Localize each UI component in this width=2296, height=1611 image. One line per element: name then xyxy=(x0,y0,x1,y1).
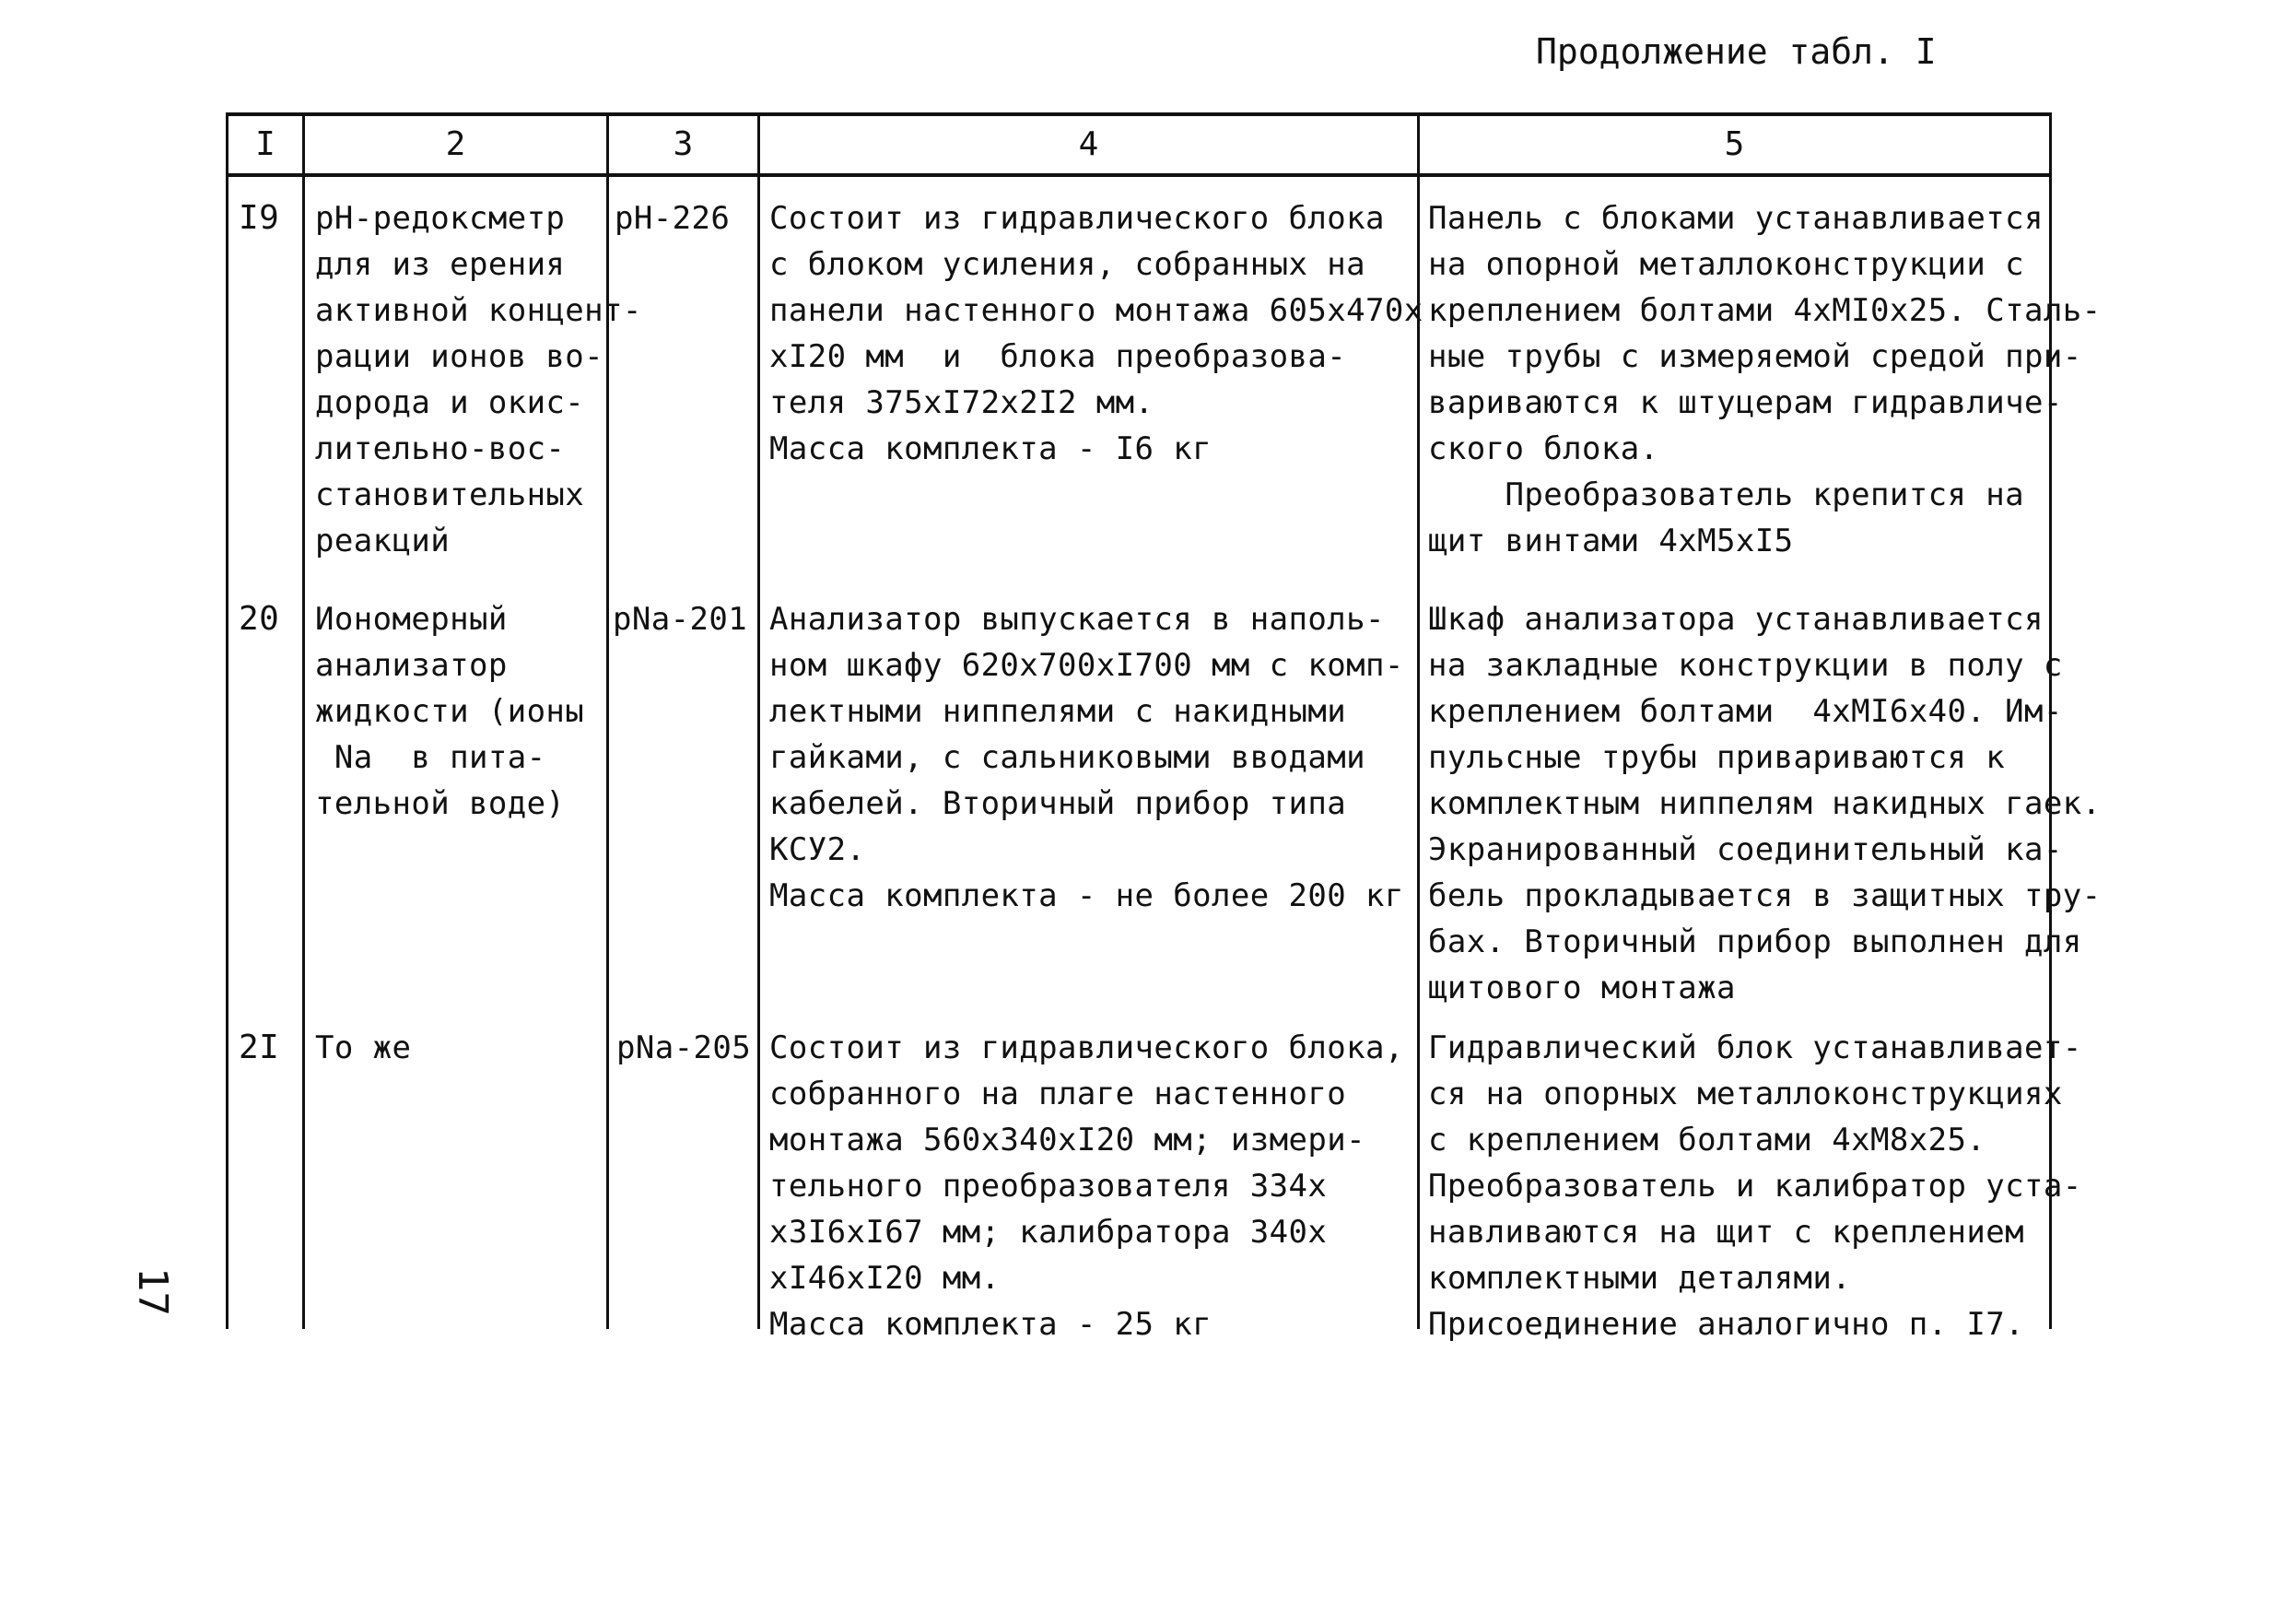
device-name: Иономерный анализатор жидкости (ионы Na в пита- тельной воде) xyxy=(315,601,585,822)
header-col-5: 5 xyxy=(1724,125,1745,163)
data-table xyxy=(226,112,2102,1343)
header-col-3: 3 xyxy=(673,125,694,163)
installation-notes: Панель с блоками устанавливается на опорной металлоконструкции с креплением болтами 4хМI0х25. Сталь- ные трубы с измеряемой средой при- вариваются к штуцерам гидравличе- ского блока. Преобразователь крепится на щит винтами 4хМ5хI5 xyxy=(1428,200,2102,559)
installation-notes: Шкаф анализатора устанавливается на закладные конструкции в полу с креплением болтами 4хМI6х40. Им- пульсные трубы привариваются к комплектным ниппелям накидных гаек. Экранированный соединительный ка- бель прокладывается в защитных тру- бах. Вторичный прибор выполнен для щитового монтажа xyxy=(1428,601,2102,1006)
row-number: I9 xyxy=(239,199,280,237)
header-bottom-border xyxy=(226,173,2052,177)
row-number: 2I xyxy=(239,1029,280,1066)
table-top-border xyxy=(226,112,2052,116)
device-type: pNa-201 xyxy=(613,601,748,638)
column-divider xyxy=(302,112,305,1329)
page-number: 17 xyxy=(129,1267,176,1316)
row-number: 20 xyxy=(239,600,280,638)
installation-notes: Гидравлический блок устанавливает- ся на опорных металлоконструкциях с креплением болтами 4хМ8х25. Преобразователь и калибратор уста- навливаются на щит с креплением комплектными деталями. Присоединение аналогично п. I7. xyxy=(1428,1029,2082,1343)
header-col-4: 4 xyxy=(1078,125,1099,163)
device-description: Анализатор выпускается в наполь- ном шкафу 620х700хI700 мм с комп- лектными ниппелями с накидными гайками, с сальниковыми вводами кабелей. Вторичный прибор типа КСУ2. Масса комплекта - не более 200 кг xyxy=(769,601,1404,914)
device-description: Состоит из гидравлического блока, собранного на плаге настенного монтажа 560х340хI20 мм; измери- тельного преобразователя 334х х3I6хI67 мм; калибратора 340х хI46хI20 мм. Масса комплекта - 25 кг xyxy=(769,1029,1404,1343)
header-col-1: I xyxy=(255,125,275,163)
device-name: pH-редоксметр для из ерения активной концент- рации ионов во- дорода и окис- лительно-вос- становительных реакций xyxy=(315,200,642,559)
device-description: Состоит из гидравлического блока с блоком усиления, собранных на панели настенного монтажа 605х470х хI20 мм и блока преобразова- теля 375хI72х2I2 мм. Масса комплекта - I6 кг xyxy=(769,200,1423,467)
device-type: pNa-205 xyxy=(616,1029,752,1066)
column-divider xyxy=(757,112,760,1329)
device-name: То же xyxy=(315,1029,412,1066)
device-type: pH-226 xyxy=(615,200,731,237)
table-caption: Продолжение табл. I xyxy=(1536,31,1937,72)
header-col-2: 2 xyxy=(445,125,466,163)
table-left-border xyxy=(226,112,228,1329)
